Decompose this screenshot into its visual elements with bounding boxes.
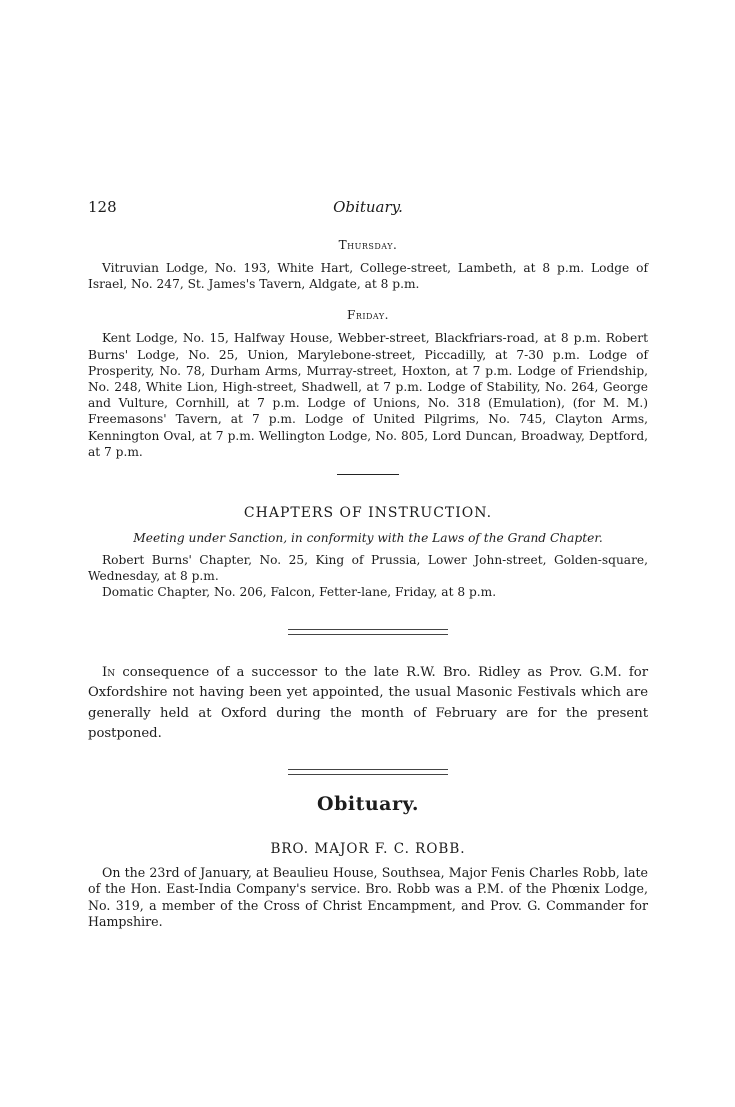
notice-first-word: In bbox=[102, 664, 116, 680]
running-title: Obituary. bbox=[333, 198, 403, 216]
double-rule-divider bbox=[288, 629, 448, 635]
notice-text: consequence of a successor to the late R.W. Bro. Ridley as Prov. G.M. for Oxfordshire not having been yet appointed, the usual Masonic Festivals which are generally held at Oxford during the month of February are for the present postponed. bbox=[88, 664, 648, 742]
divider-rule bbox=[337, 474, 399, 475]
chapter-paragraph: Robert Burns' Chapter, No. 25, King of Prussia, Lower John-street, Golden-square, Wednesday, at 8 p.m. bbox=[88, 553, 648, 584]
chapters-heading: CHAPTERS OF INSTRUCTION. bbox=[243, 505, 493, 522]
friday-heading: Friday. bbox=[347, 308, 389, 323]
page-number: 128 bbox=[88, 198, 117, 216]
thursday-heading: Thursday. bbox=[338, 238, 398, 252]
chapters-subheading: Meeting under Sanction, in conformity with the Laws of the Grand Chapter. bbox=[133, 531, 603, 546]
friday-listings bbox=[88, 330, 648, 460]
friday-paragraph: Kent Lodge, No. 15, Halfway House, Webber-street, Blackfriars-road, at 8 p.m. Robert Burns' Lodge, No. 25, Union, Marylebone-street, Piccadilly, at 7-30 p.m. Lodge of Prosperity, No. 78, Durham Arms, Murray-street, Hoxton, at 7 p.m. Lodge of Friendship, No. 248, White Lion, High-street, Shadwell, at 7 p.m. Lodge of Stability, No. 264, George and Vulture, Cornhill, at 7 p.m. Lodge of Unions, No. 318 (Emulation), (for M. M.) Freemasons' Tavern, at 7 p.m. Lodge of United Pilgrims, No. 745, Clayton Arms, Kennington Oval, at 7 p.m. Wellington Lodge, No. 805, Lord Duncan, Broadway, Deptford, at 7 p.m. bbox=[88, 331, 648, 459]
section-divider bbox=[88, 474, 648, 475]
thursday-listings bbox=[88, 260, 648, 292]
chapter-paragraph: Domatic Chapter, No. 206, Falcon, Fetter-lane, Friday, at 8 p.m. bbox=[102, 585, 497, 600]
page-header bbox=[88, 192, 648, 222]
double-rule-divider bbox=[288, 769, 448, 775]
oxford-notice bbox=[88, 663, 648, 745]
obituary-body bbox=[88, 865, 648, 931]
chapters-listings bbox=[88, 552, 648, 601]
obituary-paragraph: On the 23rd of January, at Beaulieu House, Southsea, Major Fenis Charles Robb, late of the Hon. East-India Company's service. Bro. Robb was a P.M. of the Phœnix Lodge, No. 319, a member of the Cross of Christ Encampment, and Prov. G. Commander for Hampshire. bbox=[88, 864, 648, 930]
obituary-heading: Obituary. bbox=[317, 792, 419, 815]
obituary-subject: BRO. MAJOR F. C. ROBB. bbox=[270, 840, 466, 857]
thursday-paragraph: Vitruvian Lodge, No. 193, White Hart, College-street, Lambeth, at 8 p.m. Lodge of Israel, No. 247, St. James's Tavern, Aldgate, at 8 p.m. bbox=[88, 261, 648, 292]
notice-paragraph bbox=[88, 663, 648, 745]
page bbox=[88, 192, 648, 931]
